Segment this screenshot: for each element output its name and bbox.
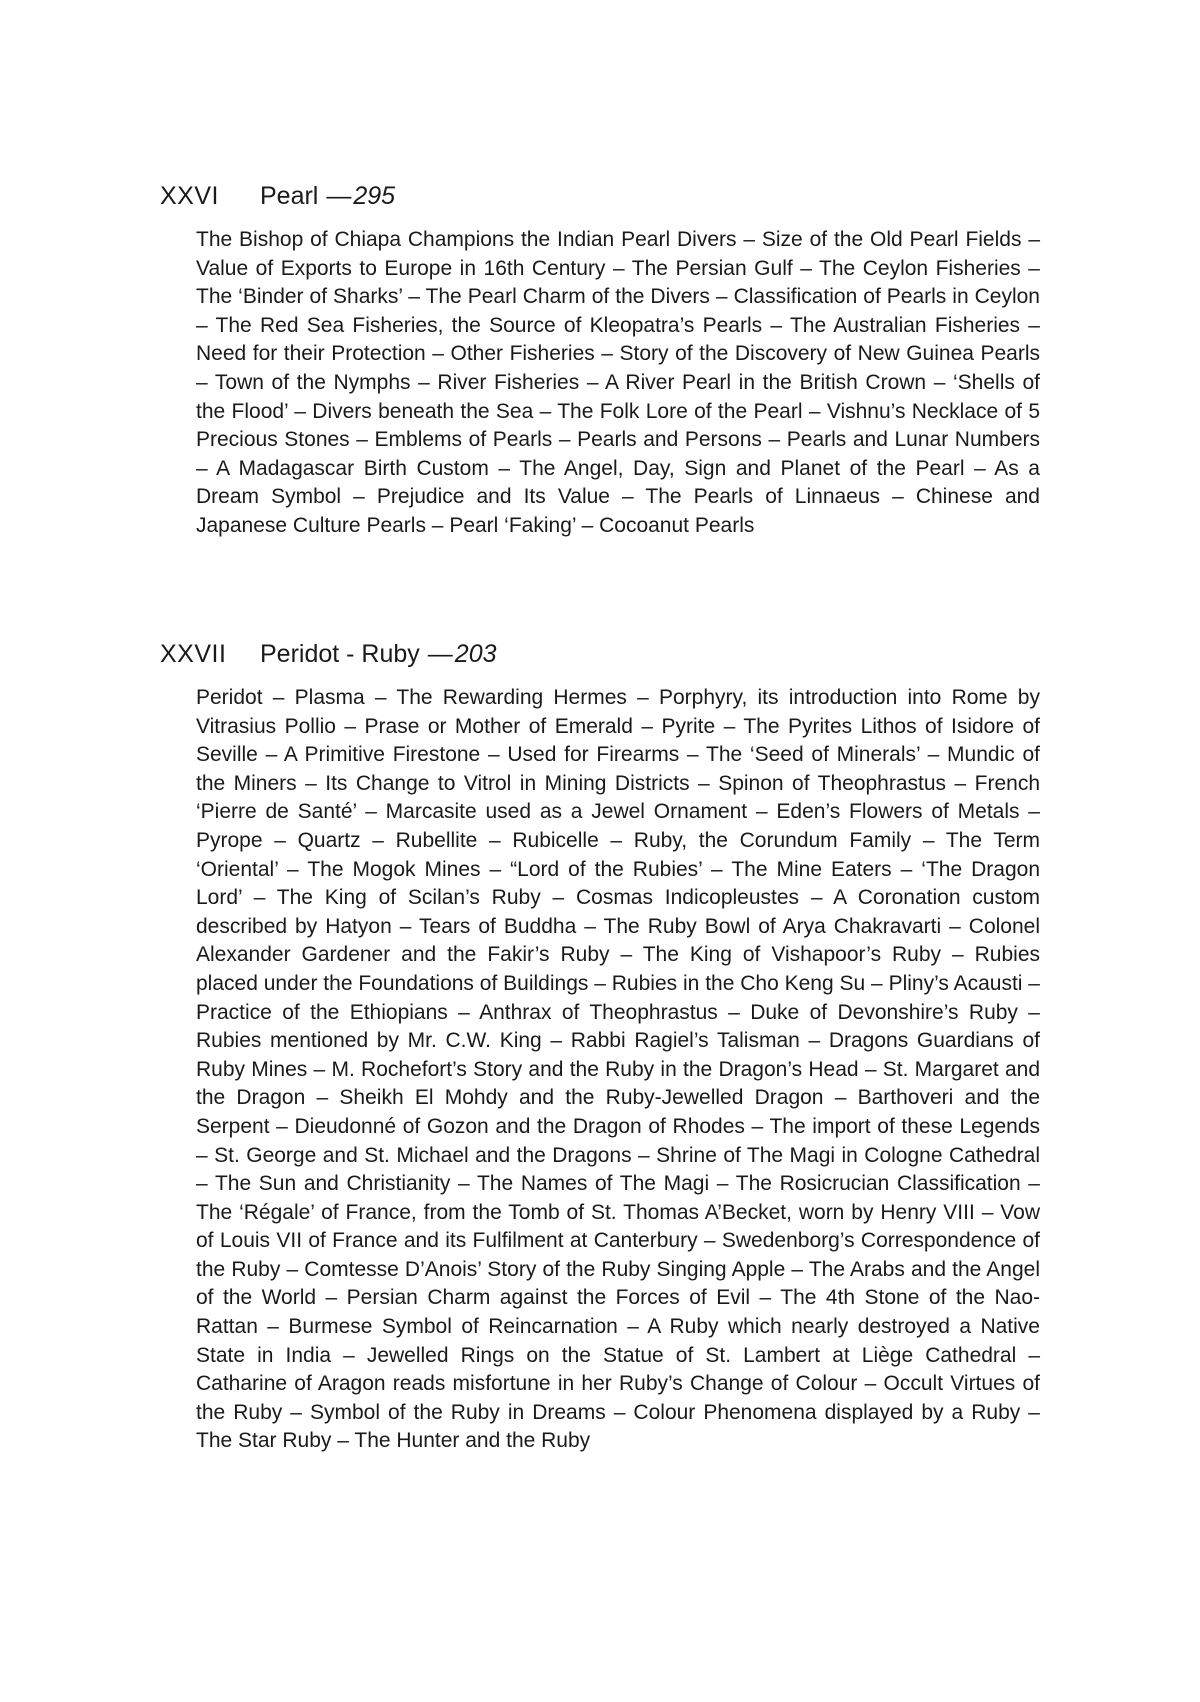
chapter-separator: — (326, 182, 352, 210)
chapter-summary: Peridot – Plasma – The Rewarding Hermes – Porphyry, its introduction into Rome by Vitrasius Pollio – Prase or Mother of Emerald – Pyrite – The Pyrites Lithos of Isidore of Seville – A Primitive Firestone – Used for Firearms – The ‘Seed of Minerals’ – Mundic of the Miners – Its Change to Vitrol in Mining Districts – Spinon of Theophrastus – French ‘Pierre de Santé’ – Marcasite used as a Jewel Ornament – Eden’s Flowers of Metals – Pyrope – Quartz – Rubellite – Rubicelle – Ruby, the Corundum Family – The Term ‘Oriental’ – The Mogok Mines – “Lord of the Rubies’ – The Mine Eaters – ‘The Dragon Lord’ – The King of Scilan’s Ruby – Cosmas Indicopleustes – A Coronation custom described by Hatyon – Tears of Buddha – The Ruby Bowl of Arya Chakravarti – Colonel Alexander Gardener and the Fakir’s Ruby – The King of Vishapoor’s Ruby – Rubies placed under the Foundations of Buildings – Rubies in the Cho Keng Su – Pliny’s Acausti – Practice of the Ethiopians – Anthrax of Theophrastus – Duke of Devonshire’s Ruby – Rubies mentioned by Mr. C.W. King – Rabbi Ragiel’s Talisman – Dragons Guardians of Ruby Mines – M. Rochefort’s Story and the Ruby in the Dragon’s Head – St. Margaret and the Dragon – Sheikh El Mohdy and the Ruby-Jewelled Dragon – Barthoveri and the Serpent – Dieudonné of Gozon and the Dragon of Rhodes – The import of these Legends – St. George and St. Michael and the Dragons – Shrine of The Magi in Cologne Cathedral – The Sun and Christianity – The Names of The Magi – The Rosicrucian Classification – The ‘Régale’ of France, from the Tomb of St. Thomas A’Becket, worn by Henry VIII – Vow of Louis VII of France and its Fulfilment at Canterbury – Swedenborg’s Correspondence of the Ruby – Comtesse D’Anois’ Story of the Ruby Singing Apple – The Arabs and the Angel of the World – Persian Charm against the Forces of Evil – The 4th Stone of the Nao-Rattan – Burmese Symbol of Reincarnation – A Ruby which nearly destroyed a Native State in India – Jewelled Rings on the Statue of St. Lambert at Liège Cathedral – Catharine of Aragon reads misfortune in her Ruby’s Change of Colour – Occult Virtues of the Ruby – Symbol of the Ruby in Dreams – Colour Phenomena displayed by a Ruby – The Star Ruby – The Hunter and the Ruby (196, 686, 1040, 1453)
chapter-title: Pearl (260, 182, 319, 210)
chapter-entry-pearl (160, 176, 1040, 541)
chapter-title: Peridot - Ruby (260, 640, 420, 668)
chapter-page-number: 203 (454, 640, 497, 668)
chapter-summary: The Bishop of Chiapa Champions the Indian Pearl Divers – Size of the Old Pearl Fields – Value of Exports to Europe in 16th Century – The Persian Gulf – The Ceylon Fisheries – The ‘Binder of Sharks’ – The Pearl Charm of the Divers – Classification of Pearls in Ceylon – The Red Sea Fisheries, the Source of Kleopatra’s Pearls – The Australian Fisheries – Need for their Protection – Other Fisheries – Story of the Discovery of New Guinea Pearls – Town of the Nymphs – River Fisheries – A River Pearl in the British Crown – ‘Shells of the Flood’ – Divers beneath the Sea – The Folk Lore of the Pearl – Vishnu’s Necklace of 5 Precious Stones – Emblems of Pearls – Pearls and Persons – Pearls and Lunar Numbers – A Madagascar Birth Custom – The Angel, Day, Sign and Planet of the Pearl – As a Dream Symbol – Prejudice and Its Value – The Pearls of Linnaeus – Chinese and Japanese Culture Pearls – Pearl ‘Faking’ – Cocoanut Pearls (196, 228, 1040, 537)
chapter-numeral: XXVI (160, 182, 219, 210)
chapter-title-line (260, 176, 395, 216)
chapter-entry-peridot-ruby (160, 634, 1040, 1456)
chapter-heading (160, 634, 1040, 674)
chapter-heading (160, 176, 1040, 216)
chapter-title-line (260, 634, 497, 674)
chapter-page-number: 295 (353, 182, 396, 210)
chapter-numeral: XXVII (160, 640, 227, 668)
chapter-separator: — (427, 640, 453, 668)
